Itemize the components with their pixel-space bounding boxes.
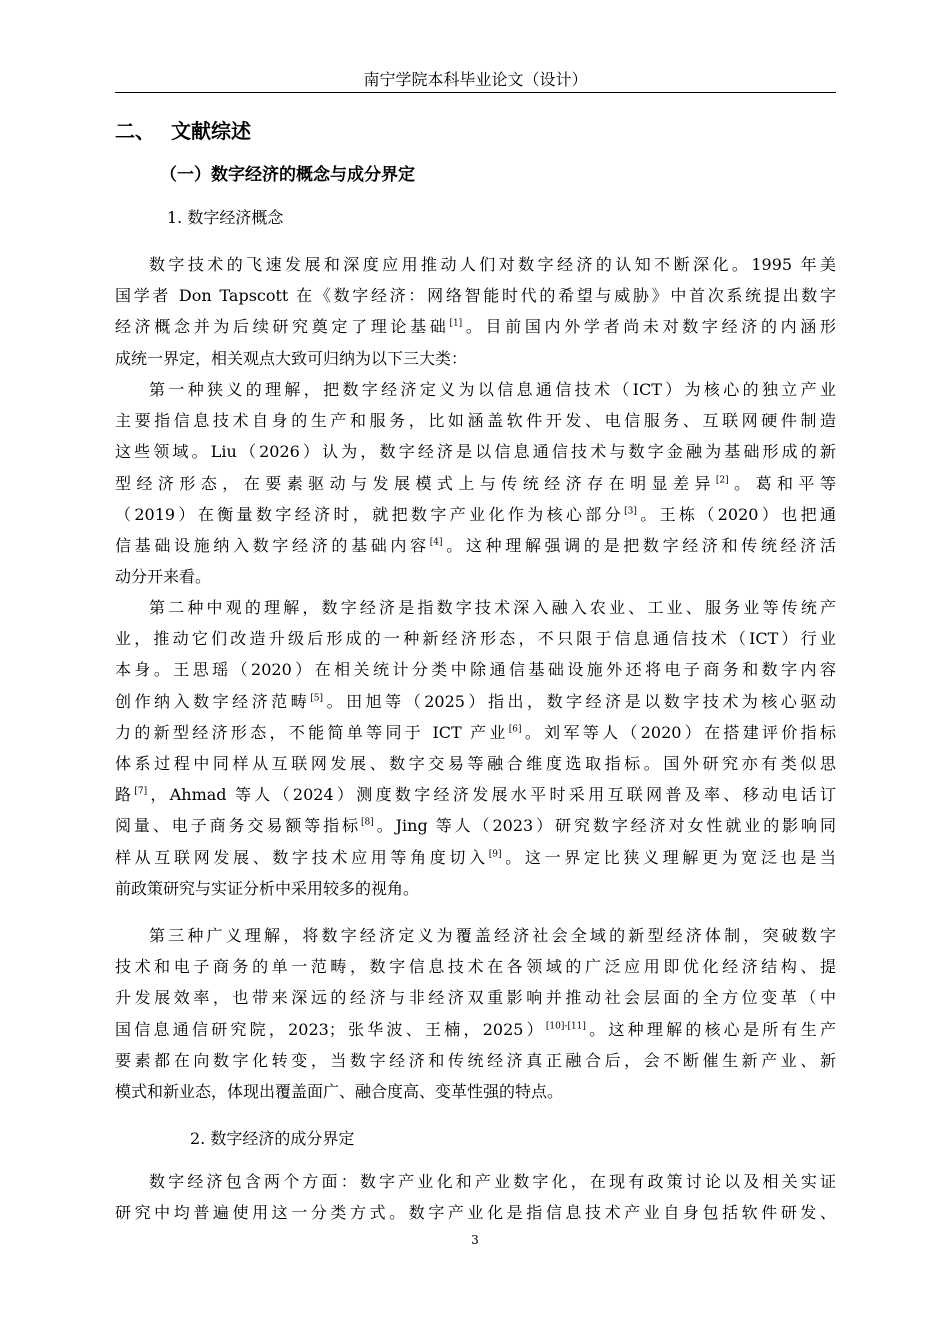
text-line: 体系过程中同样从互联网发展、数字交易等融合维度选取指标。国外研究亦有类似思 bbox=[115, 753, 836, 773]
text-line: 国学者 Don Tapscott 在《数字经济：网络智能时代的希望与威胁》中首次系统提出数字 bbox=[115, 286, 836, 306]
section-title: 文献综述 bbox=[171, 119, 251, 143]
text-line: 技术和电子商务的单一范畴，数字信息技术在各领域的广泛应用即优化经济结构、提 bbox=[115, 957, 836, 977]
text-line: 第二种中观的理解，数字经济是指数字技术深入融入农业、工业、服务业等传统产 bbox=[149, 598, 836, 617]
citation-ref: [2] bbox=[715, 475, 729, 486]
text-line: 模式和新业态，体现出覆盖面广、融合度高、变革性强的特点。 bbox=[115, 1081, 564, 1101]
text-line: 路[7]，Ahmad 等人（2024）测度数字经济发展水平时采用互联网普及率、移动电话订 bbox=[115, 785, 836, 805]
text-line: 业，推动它们改造升级后形成的一种新经济形态，不只限于信息通信技术（ICT）行业 bbox=[115, 629, 836, 649]
paragraph-3 bbox=[115, 592, 836, 904]
text-line: 数字技术的飞速发展和深度应用推动人们对数字经济的认知不断深化。1995 年美 bbox=[149, 255, 836, 274]
text-line: 型经济形态，在要素驱动与发展模式上与传统经济存在明显差异[2]。葛和平等 bbox=[115, 473, 836, 493]
text-line: 第三种广义理解，将数字经济定义为覆盖经济社会全域的新型经济体制，突破数字 bbox=[149, 926, 836, 945]
text-line: 动分开来看。 bbox=[115, 567, 212, 587]
text-line: 前政策研究与实证分析中采用较多的视角。 bbox=[115, 878, 420, 898]
running-header: 南宁学院本科毕业论文（设计） bbox=[363, 70, 588, 89]
text-line: 阅量、电子商务交易额等指标[8]。Jing 等人（2023）研究数字经济对女性就业的影响同 bbox=[115, 816, 836, 836]
text-line: 力的新型经济形态，不能简单等同于 ICT 产业[6]。刘军等人（2020）在搭建评价指标 bbox=[115, 722, 836, 742]
text-line: 要素都在向数字化转变，当数字经济和传统经济真正融合后，会不断催生新产业、新 bbox=[115, 1050, 836, 1070]
citation-ref: [5] bbox=[310, 693, 324, 704]
citation-ref: [3] bbox=[624, 506, 637, 517]
citation-ref: [8] bbox=[361, 817, 374, 828]
text-line: 国信息通信研究院，2023；张华波、王楠，2025）[10]-[11]。这种理解的核心是所有生产 bbox=[115, 1019, 836, 1039]
text-line: （2019）在衡量数字经济时，就把数字产业化作为核心部分[3]。王栋（2020）也把通 bbox=[115, 504, 836, 524]
subsubsection-heading-1: 1. 数字经济概念 bbox=[167, 208, 284, 227]
section-number: 二、 bbox=[115, 119, 155, 143]
text-line: 数字经济包含两个方面：数字产业化和产业数字化，在现有政策讨论以及相关实证 bbox=[149, 1172, 836, 1191]
subsection-heading: （一）数字经济的概念与成分界定 bbox=[160, 165, 415, 185]
text-line: 第一种狭义的理解，把数字经济定义为以信息通信技术（ICT）为核心的独立产业 bbox=[149, 380, 836, 399]
paragraph-4 bbox=[115, 920, 836, 1107]
header-rule bbox=[115, 92, 836, 93]
text-line: 研究中均普遍使用这一分类方式。数字产业化是指信息技术产业自身包括软件研发、 bbox=[115, 1203, 836, 1223]
paragraph-1 bbox=[115, 249, 836, 374]
citation-ref: [1] bbox=[449, 319, 463, 330]
text-line: 升发展效率，也带来深远的经济与非经济双重影响并推动社会层面的全方位变革（中 bbox=[115, 988, 836, 1008]
text-line: 创作纳入数字经济范畴[5]。田旭等（2025）指出，数字经济是以数字技术为核心驱动 bbox=[115, 691, 836, 711]
citation-ref: [4] bbox=[429, 537, 443, 548]
text-line: 主要指信息技术自身的生产和服务，比如涵盖软件开发、电信服务、互联网硬件制造 bbox=[115, 411, 836, 431]
citation-ref: [9] bbox=[488, 849, 502, 860]
text-line: 信基础设施纳入数字经济的基础内容[4]。这种理解强调的是把数字经济和传统经济活 bbox=[115, 535, 836, 555]
page-number: 3 bbox=[471, 1233, 479, 1247]
section-heading bbox=[115, 117, 251, 145]
text-line: 这些领域。Liu（2026）认为，数字经济是以信息通信技术与数字金融为基础形成的新 bbox=[115, 442, 836, 462]
citation-ref: [10]-[11] bbox=[545, 1021, 586, 1032]
paragraph-5 bbox=[115, 1166, 836, 1228]
paragraph-2 bbox=[115, 374, 836, 592]
text-line: 经济概念并为后续研究奠定了理论基础[1]。目前国内外学者尚未对数字经济的内涵形 bbox=[115, 317, 836, 337]
text-line: 样从互联网发展、数字技术应用等角度切入[9]。这一界定比狭义理解更为宽泛也是当 bbox=[115, 847, 836, 867]
text-line: 成统一界定，相关观点大致可归纳为以下三大类： bbox=[115, 348, 468, 368]
citation-ref: [7] bbox=[134, 786, 148, 797]
citation-ref: [6] bbox=[508, 724, 522, 735]
text-line: 本身。王思瑶（2020）在相关统计分类中除通信基础设施外还将电子商务和数字内容 bbox=[115, 660, 836, 680]
subsubsection-heading-2: 2. 数字经济的成分界定 bbox=[190, 1129, 355, 1148]
